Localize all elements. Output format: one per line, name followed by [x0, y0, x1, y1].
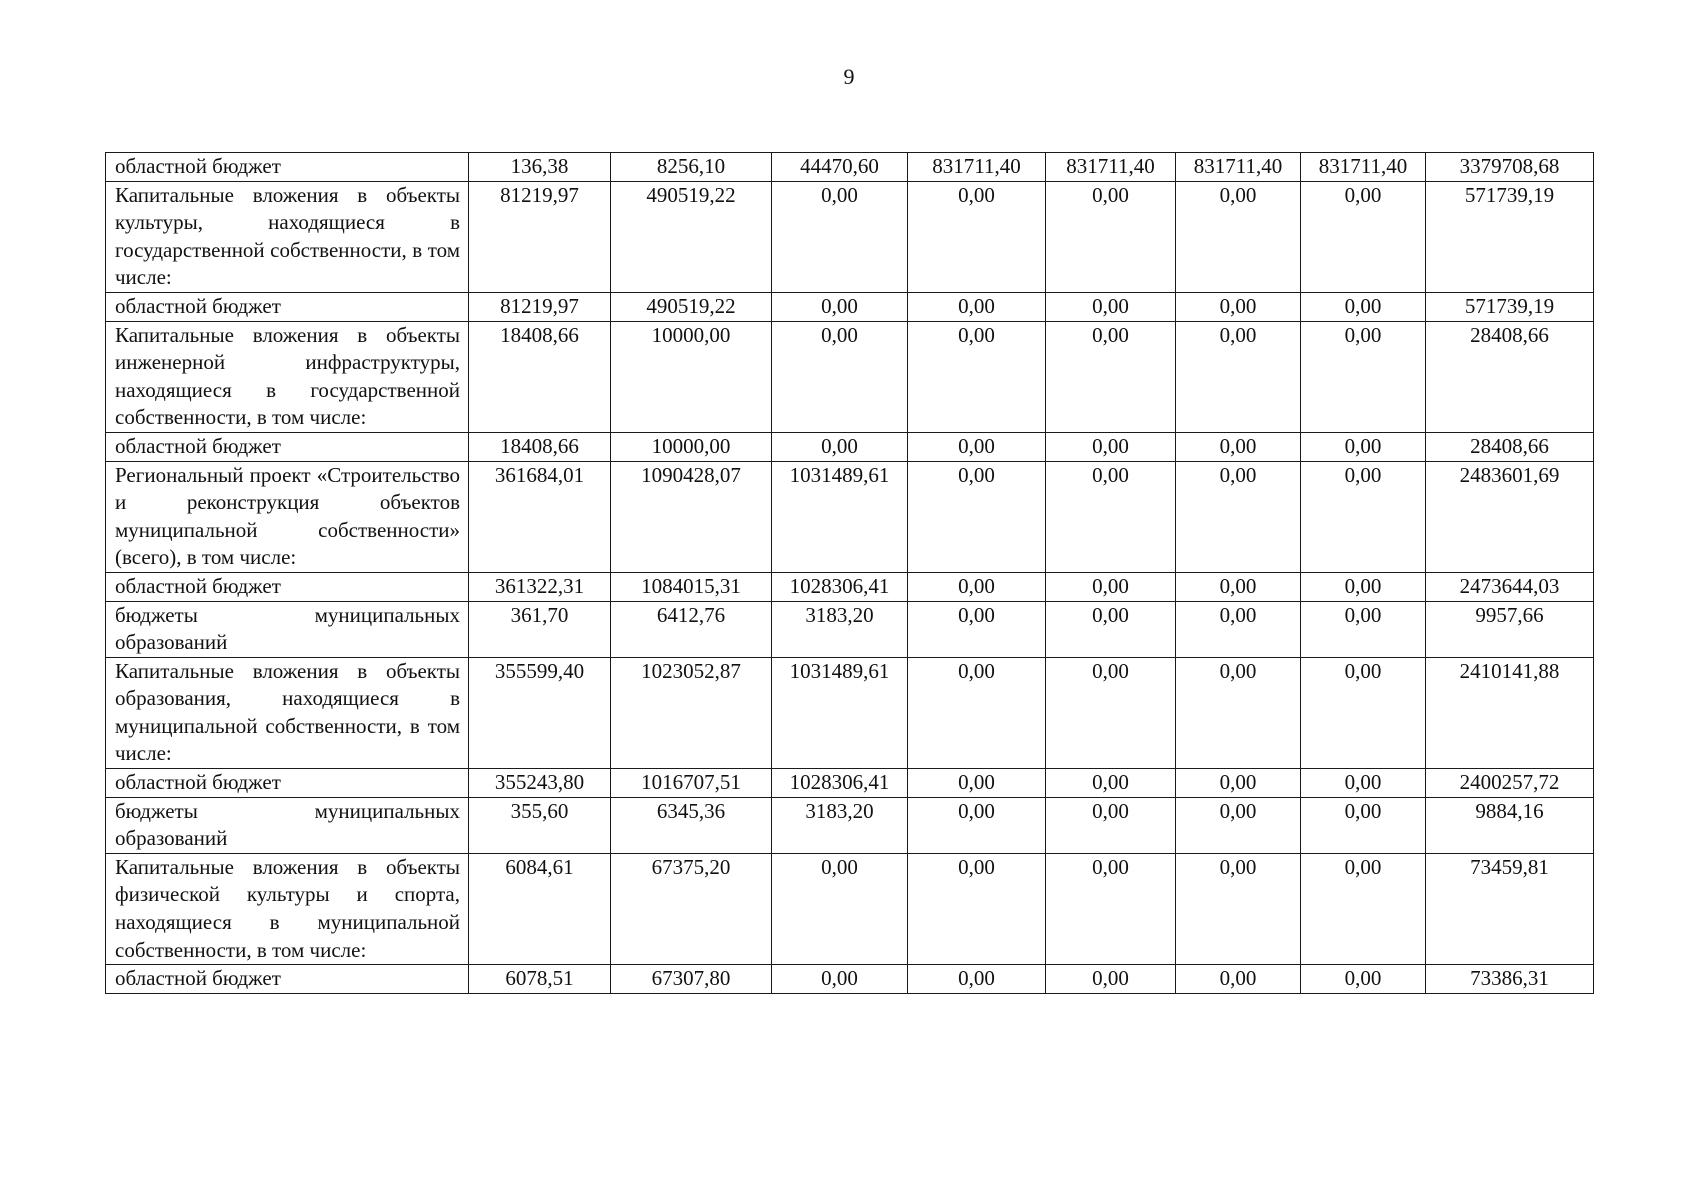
- row-label: Капитальные вложения в объекты инженерной инфраструктуры, находящиеся в государственной собственности, в том числе:: [106, 321, 469, 432]
- row-label: Капитальные вложения в объекты физической культуры и спорта, находящиеся в муниципальной собственности, в том числе:: [106, 853, 469, 964]
- row-value-cell: 355243,80: [469, 769, 611, 798]
- row-value-cell: 6084,61: [469, 853, 611, 964]
- row-value-cell: 44470,60: [772, 153, 908, 182]
- row-value-cell: 6345,36: [611, 797, 772, 853]
- row-value-cell: 0,00: [1046, 181, 1176, 292]
- table-row: [106, 853, 1594, 964]
- row-value-cell: 0,00: [1176, 572, 1301, 601]
- row-value-cell: 1084015,31: [611, 572, 772, 601]
- row-total-cell: 9957,66: [1426, 601, 1594, 657]
- row-value-cell: 0,00: [1046, 292, 1176, 321]
- table-row: [106, 797, 1594, 853]
- page-number: 9: [843, 64, 855, 89]
- row-value-cell: 831711,40: [1301, 153, 1426, 182]
- table-row: [106, 657, 1594, 768]
- row-value-cell: 18408,66: [469, 321, 611, 432]
- row-value-cell: 0,00: [908, 321, 1046, 432]
- row-value-cell: 1028306,41: [772, 769, 908, 798]
- row-total-cell: 73459,81: [1426, 853, 1594, 964]
- row-value-cell: 0,00: [908, 797, 1046, 853]
- row-value-cell: 0,00: [1301, 321, 1426, 432]
- row-value-cell: 831711,40: [908, 153, 1046, 182]
- row-value-cell: 831711,40: [1176, 153, 1301, 182]
- row-value-cell: 6078,51: [469, 965, 611, 994]
- row-value-cell: 361684,01: [469, 461, 611, 572]
- row-value-cell: 0,00: [1176, 853, 1301, 964]
- table-row: [106, 153, 1594, 182]
- row-value-cell: 0,00: [908, 601, 1046, 657]
- row-value-cell: 81219,97: [469, 181, 611, 292]
- row-value-cell: 18408,66: [469, 432, 611, 461]
- row-total-cell: 28408,66: [1426, 432, 1594, 461]
- row-value-cell: 0,00: [772, 321, 908, 432]
- row-value-cell: 355,60: [469, 797, 611, 853]
- row-total-cell: 2400257,72: [1426, 769, 1594, 798]
- row-value-cell: 0,00: [908, 181, 1046, 292]
- row-value-cell: 0,00: [1301, 769, 1426, 798]
- row-value-cell: 0,00: [908, 965, 1046, 994]
- row-value-cell: 67307,80: [611, 965, 772, 994]
- row-value-cell: 0,00: [772, 292, 908, 321]
- row-total-cell: 571739,19: [1426, 292, 1594, 321]
- row-value-cell: 10000,00: [611, 432, 772, 461]
- row-label: областной бюджет: [106, 432, 469, 461]
- row-total-cell: 9884,16: [1426, 797, 1594, 853]
- row-label: областной бюджет: [106, 572, 469, 601]
- row-value-cell: 0,00: [908, 292, 1046, 321]
- row-value-cell: 0,00: [1046, 572, 1176, 601]
- row-value-cell: 8256,10: [611, 153, 772, 182]
- row-label: Капитальные вложения в объекты образования, находящиеся в муниципальной собственности, в том числе:: [106, 657, 469, 768]
- row-label: областной бюджет: [106, 965, 469, 994]
- row-value-cell: 0,00: [1301, 432, 1426, 461]
- row-value-cell: 0,00: [1176, 181, 1301, 292]
- row-value-cell: 0,00: [1301, 797, 1426, 853]
- row-value-cell: 0,00: [1176, 292, 1301, 321]
- table-row: [106, 601, 1594, 657]
- row-total-cell: 2473644,03: [1426, 572, 1594, 601]
- row-value-cell: 3183,20: [772, 601, 908, 657]
- row-total-cell: 2483601,69: [1426, 461, 1594, 572]
- row-value-cell: 0,00: [1301, 853, 1426, 964]
- table-row: [106, 292, 1594, 321]
- row-value-cell: 0,00: [1301, 657, 1426, 768]
- row-value-cell: 0,00: [908, 853, 1046, 964]
- row-value-cell: 0,00: [1301, 181, 1426, 292]
- row-value-cell: 0,00: [1046, 657, 1176, 768]
- row-value-cell: 831711,40: [1046, 153, 1176, 182]
- row-value-cell: 0,00: [908, 572, 1046, 601]
- row-value-cell: 0,00: [1176, 965, 1301, 994]
- row-value-cell: 0,00: [908, 432, 1046, 461]
- row-value-cell: 355599,40: [469, 657, 611, 768]
- row-label: бюджеты муниципальных образований: [106, 601, 469, 657]
- row-value-cell: 1028306,41: [772, 572, 908, 601]
- row-value-cell: 0,00: [1046, 769, 1176, 798]
- row-value-cell: 0,00: [1301, 965, 1426, 994]
- row-value-cell: 361,70: [469, 601, 611, 657]
- row-value-cell: 0,00: [1176, 657, 1301, 768]
- table-row: [106, 572, 1594, 601]
- row-value-cell: 0,00: [1176, 797, 1301, 853]
- row-value-cell: 1090428,07: [611, 461, 772, 572]
- row-value-cell: 0,00: [772, 965, 908, 994]
- row-value-cell: 0,00: [1046, 432, 1176, 461]
- row-label: областной бюджет: [106, 769, 469, 798]
- row-value-cell: 1016707,51: [611, 769, 772, 798]
- table-row: [106, 181, 1594, 292]
- row-total-cell: 73386,31: [1426, 965, 1594, 994]
- row-value-cell: 0,00: [1046, 853, 1176, 964]
- row-value-cell: 0,00: [1046, 601, 1176, 657]
- row-value-cell: 6412,76: [611, 601, 772, 657]
- row-label: Капитальные вложения в объекты культуры, находящиеся в государственной собственности, в том числе:: [106, 181, 469, 292]
- budget-table: [105, 152, 1594, 994]
- row-value-cell: 0,00: [1046, 461, 1176, 572]
- table-row: [106, 461, 1594, 572]
- row-value-cell: 361322,31: [469, 572, 611, 601]
- table-row: [106, 769, 1594, 798]
- row-value-cell: 0,00: [1301, 601, 1426, 657]
- row-value-cell: 0,00: [1176, 461, 1301, 572]
- row-label: бюджеты муниципальных образований: [106, 797, 469, 853]
- row-value-cell: 0,00: [908, 657, 1046, 768]
- row-value-cell: 0,00: [908, 769, 1046, 798]
- row-label: областной бюджет: [106, 292, 469, 321]
- row-value-cell: 0,00: [908, 461, 1046, 572]
- row-value-cell: 0,00: [1301, 461, 1426, 572]
- row-value-cell: 1031489,61: [772, 461, 908, 572]
- row-value-cell: 81219,97: [469, 292, 611, 321]
- row-value-cell: 0,00: [1176, 432, 1301, 461]
- row-value-cell: 10000,00: [611, 321, 772, 432]
- row-value-cell: 0,00: [772, 181, 908, 292]
- row-value-cell: 0,00: [1046, 965, 1176, 994]
- table-row: [106, 965, 1594, 994]
- row-value-cell: 0,00: [1301, 292, 1426, 321]
- table-row: [106, 432, 1594, 461]
- row-value-cell: 490519,22: [611, 181, 772, 292]
- row-label: Региональный проект «Строительство и реконструкция объектов муниципальной собственности» (всего), в том числе:: [106, 461, 469, 572]
- table-row: [106, 321, 1594, 432]
- row-value-cell: 0,00: [1176, 321, 1301, 432]
- row-total-cell: 2410141,88: [1426, 657, 1594, 768]
- row-total-cell: 28408,66: [1426, 321, 1594, 432]
- row-value-cell: 490519,22: [611, 292, 772, 321]
- row-value-cell: 0,00: [1046, 797, 1176, 853]
- row-value-cell: 67375,20: [611, 853, 772, 964]
- row-total-cell: 571739,19: [1426, 181, 1594, 292]
- row-label: областной бюджет: [106, 153, 469, 182]
- row-value-cell: 0,00: [772, 853, 908, 964]
- row-value-cell: 136,38: [469, 153, 611, 182]
- row-value-cell: 0,00: [1176, 769, 1301, 798]
- row-value-cell: 1031489,61: [772, 657, 908, 768]
- table-body: [106, 153, 1594, 994]
- row-value-cell: 0,00: [1301, 572, 1426, 601]
- row-value-cell: 0,00: [1176, 601, 1301, 657]
- row-value-cell: 0,00: [1046, 321, 1176, 432]
- row-value-cell: 3183,20: [772, 797, 908, 853]
- row-value-cell: 1023052,87: [611, 657, 772, 768]
- row-value-cell: 0,00: [772, 432, 908, 461]
- row-total-cell: 3379708,68: [1426, 153, 1594, 182]
